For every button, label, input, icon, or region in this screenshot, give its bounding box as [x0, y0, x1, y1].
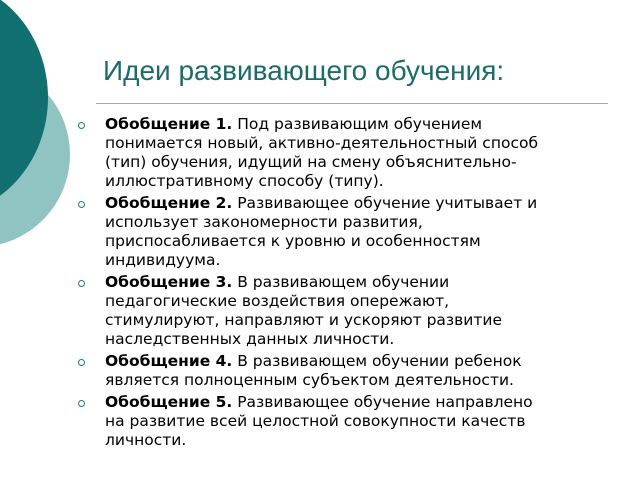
bullet-line: (тип) обучения, идущий на смену объяснительно- [105, 153, 517, 171]
bullet-text [105, 352, 630, 390]
bullet-line: понимается новый, активно-деятельностный способ [105, 134, 539, 152]
bullet-line [105, 194, 630, 213]
bullet-line-text: Под развивающим обучением [232, 115, 483, 133]
hollow-circle-bullet-icon [78, 400, 85, 407]
bullet-item-5 [0, 393, 640, 450]
bullet-heading: Обобщение 2. [105, 194, 233, 212]
bullet-item-1 [0, 115, 640, 191]
bullet-text [105, 194, 630, 270]
bullet-line [105, 352, 630, 371]
bullet-heading: Обобщение 1. [105, 115, 233, 133]
bullet-heading: Обобщение 4. [105, 352, 233, 370]
bullet-item-2 [0, 194, 640, 270]
hollow-circle-bullet-icon [78, 359, 85, 366]
bullet-line-text: Развивающее обучение учитывает и [232, 194, 538, 212]
bullet-text [105, 273, 630, 349]
slide-title: Идеи развивающего обучения: [103, 55, 505, 86]
bullet-line-text: В развивающем обучении ребенок [232, 352, 522, 370]
bullet-line-text: В развивающем обучении [232, 273, 450, 291]
bullet-line: педагогические воздействия опережают, [105, 292, 450, 310]
hollow-circle-bullet-icon [78, 122, 85, 129]
bullet-line: личности. [105, 431, 187, 449]
bullet-line: наследственных данных личности. [105, 330, 395, 348]
bullet-line: иллюстративному способу (типу). [105, 172, 384, 190]
hollow-circle-bullet-icon [78, 280, 85, 287]
bullet-line [105, 115, 630, 134]
bullet-line [105, 273, 630, 292]
bullet-line: использует закономерности развития, [105, 213, 423, 231]
bullet-heading: Обобщение 3. [105, 273, 233, 291]
bullet-line: приспосабливается к уровню и особенностям [105, 232, 481, 250]
bullet-list [0, 115, 640, 453]
bullet-line: является полноценным субъектом деятельности. [105, 371, 514, 389]
bullet-line-text: Развивающее обучение направлено [232, 393, 533, 411]
bullet-item-4 [0, 352, 640, 390]
bullet-text [105, 393, 630, 450]
bullet-item-3 [0, 273, 640, 349]
bullet-line: на развитие всей целостной совокупности качеств [105, 412, 526, 430]
hollow-circle-bullet-icon [78, 201, 85, 208]
bullet-line: стимулируют, направляют и ускоряют развитие [105, 311, 503, 329]
bullet-line [105, 393, 630, 412]
bullet-line: индивидуума. [105, 251, 221, 269]
bullet-heading: Обобщение 5. [105, 393, 233, 411]
bullet-text [105, 115, 630, 191]
title-divider [96, 103, 608, 104]
